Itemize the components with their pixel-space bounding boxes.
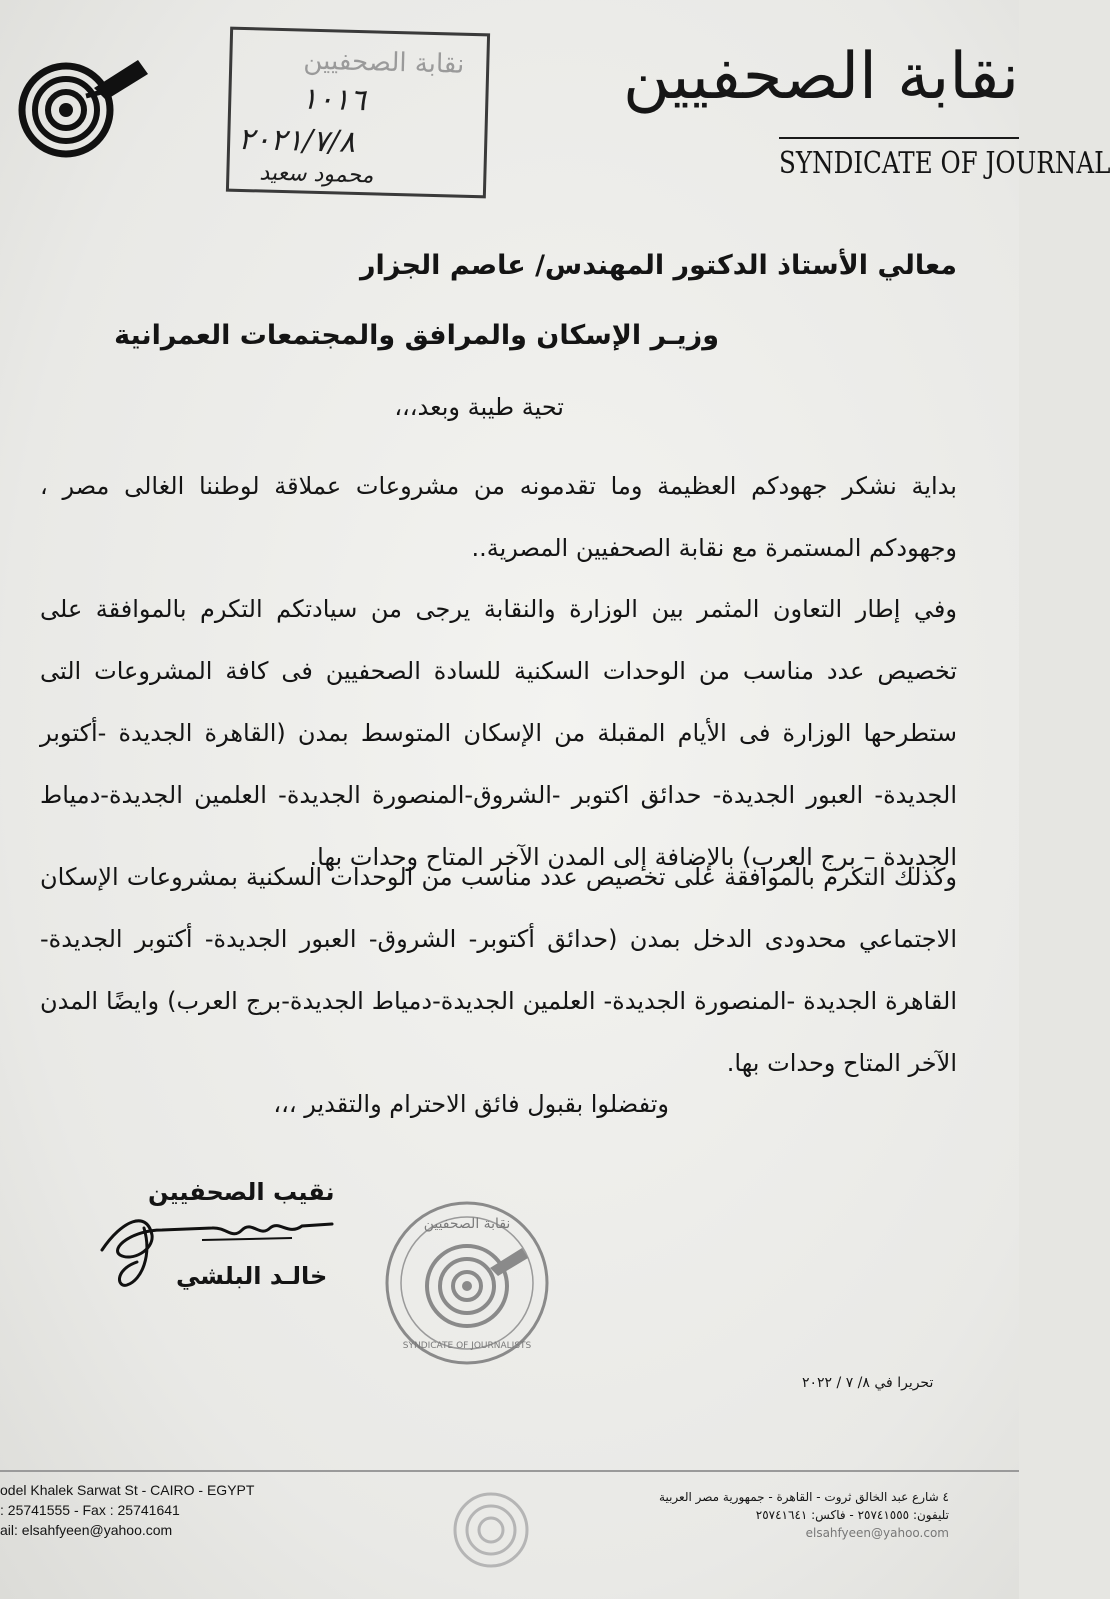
addressee: معالي الأستاذ الدكتور المهندس/ عاصم الجزار — [359, 250, 957, 281]
footer-divider — [0, 1470, 1019, 1472]
stamp-number: ١٠١٦ — [300, 81, 367, 119]
footer-address-en: odel Khalek Sarwat St - CAIRO - EGYPT — [0, 1482, 255, 1498]
stamp-org: نقابة الصحفيين — [303, 45, 465, 80]
date-note: تحريرا في ٨/ ٧ / ٢٠٢٢ — [802, 1375, 934, 1391]
footer-english — [0, 1480, 254, 1540]
footer-phone-ar: تليفون: ٢٥٧٤١٥٥٥ - فاكس: ٢٥٧٤١٦٤١ — [755, 1508, 949, 1522]
signatory-name: خالـد البلشي — [176, 1262, 328, 1290]
footer-logo-watermark — [446, 1480, 536, 1570]
closing: وتفضلوا بقبول فائق الاحترام والتقدير ،،، — [273, 1090, 669, 1118]
official-seal — [372, 1198, 562, 1368]
brand-arabic: نقابة الصحفيين — [623, 40, 1019, 114]
seal-arabic: نقابة الصحفيين — [423, 1216, 511, 1232]
footer-arabic — [659, 1488, 949, 1542]
syndicate-logo — [6, 48, 156, 168]
brand-english: SYNDICATE OF JOURNAL — [779, 146, 1110, 181]
greeting: تحية طيبة وبعد،،، — [394, 393, 564, 421]
paragraph-1: بداية نشكر جهودكم العظيمة وما تقدمونه من مشروعات عملاقة لوطننا الغالى مصر ، وجهودكم المستمرة مع نقابة الصحفيين المصرية.. — [40, 472, 957, 562]
paragraph-2: وفي إطار التعاون المثمر بين الوزارة والنقابة يرجى من سيادتكم التكرم بالموافقة على تخصيص عدد مناسب من الوحدات السكنية للسادة الصحفيين فى كافة المشروعات التى ستطرحها الوزارة فى الأيام المقبلة من الإسكان المتوسط بمدن (القاهرة الجديدة -أكتوبر الجديدة- العبور الجديدة- حدائق اكتوبر -الشروق-المنصورة الجديدة- العلمين الجديدة-دمياط الجديدة – برج العرب) بالإضافة إلى المدن الآخر المتاح وحدات بها. — [40, 595, 957, 871]
brand-divider — [779, 137, 1019, 139]
signatory-title: نقيب الصحفيين — [148, 1178, 335, 1206]
incoming-stamp — [226, 27, 490, 199]
stamp-date: ٢٠٢١/٧/٨ — [237, 121, 356, 160]
letterhead — [623, 40, 1110, 190]
addressee-title: وزيـر الإسكان والمرافق والمجتمعات العمرانية — [114, 320, 719, 351]
footer-phone-en: : 25741555 - Fax : 25741641 — [0, 1502, 180, 1518]
seal-english: SYNDICATE OF JOURNALISTS — [402, 1341, 532, 1351]
footer-address-ar: ٤ شارع عبد الخالق ثروت - القاهرة - جمهورية مصر العربية — [659, 1490, 949, 1504]
paragraph-3: وكذلك التكرم بالموافقة على تخصيص عدد مناسب من الوحدات السكنية بمشروعات الإسكان الاجتماعي محدودى الدخل بمدن (حدائق أكتوبر- الشروق- العبور الجديدة- أكتوبر الجديدة- القاهرة الجديدة -المنصورة الجديدة- العلمين الجديدة-دمياط الجديدة-برج العرب) وايضًا المدن الآخر المتاح وحدات بها. — [40, 863, 957, 1077]
footer-email-ar: elsahfyeen@yahoo.com — [805, 1526, 949, 1540]
stamp-received-by: محمود سعيد — [259, 160, 374, 189]
footer-email-en: ail: elsahfyeen@yahoo.com — [0, 1522, 173, 1538]
